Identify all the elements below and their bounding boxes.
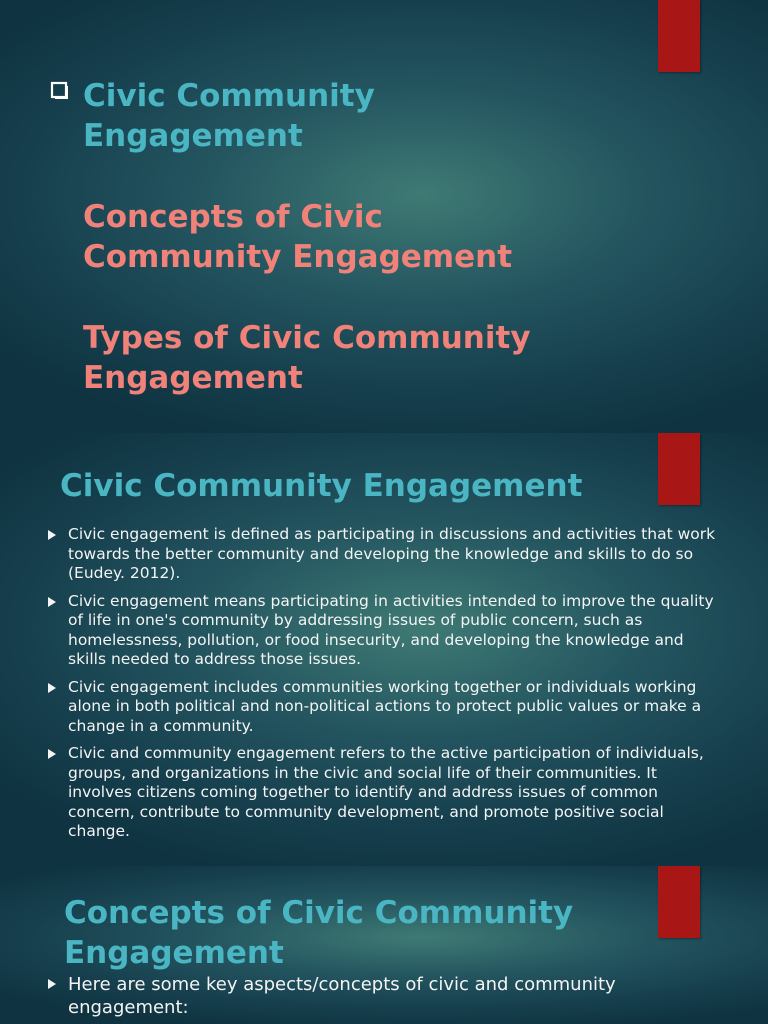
list-item — [46, 744, 718, 842]
triangle-bullet-icon — [48, 597, 56, 607]
bullet-text: Civic engagement is defined as participating in discussions and activities that work towards the better community and developing the knowledge and skills to do so (Eudey. 2012). — [68, 525, 716, 582]
bullet-text: Civic and community engagement refers to the active participation of individuals, groups, and organizations in the civic and social life of their communities. It involves citizens coming together to identify and address issues of common concern, contribute to community development, and promote positive social change. — [68, 744, 704, 840]
triangle-bullet-icon — [48, 979, 56, 989]
triangle-bullet-icon — [48, 683, 56, 693]
slide-concepts — [0, 866, 768, 1024]
list-item — [46, 592, 718, 670]
cover-heading-line-2: Engagement — [83, 118, 303, 154]
cover-concepts-line-1: Concepts of Civic — [83, 199, 383, 235]
slide-title: Civic Community Engagement — [60, 468, 583, 504]
list-item — [46, 678, 718, 737]
accent-bar — [658, 0, 700, 72]
triangle-bullet-icon — [48, 530, 56, 540]
cover-concepts-line-2: Community Engagement — [83, 239, 513, 275]
slide-cover — [0, 0, 768, 433]
cover-types-line-1: Types of Civic Community — [83, 320, 531, 356]
bullet-list — [46, 973, 718, 1024]
bullet-text: Civic engagement means participating in activities intended to improve the quality of life in one's community by addressing issues of public concern, such as homelessness, pollution, or food insecurity, and developing the knowledge and skills needed to address those issues. — [68, 591, 714, 668]
list-item — [46, 525, 718, 584]
bullet-text: Civic engagement includes communities working together or individuals working alone in both political and non-political actions to protect public values or make a change in a community. — [68, 677, 702, 735]
cover-types-line-2: Engagement — [83, 360, 303, 396]
accent-bar — [658, 866, 700, 938]
bullet-text: Here are some key aspects/concepts of civic and community engagement: — [68, 974, 616, 1018]
slide-civic-engagement — [0, 433, 768, 866]
bullet-list — [46, 525, 718, 850]
cover-heading-line-1: Civic Community — [83, 78, 375, 114]
checkbox-bullet-icon — [49, 80, 69, 100]
list-item — [46, 973, 718, 1019]
accent-bar — [658, 433, 700, 505]
slide-title-line-1: Concepts of Civic Community — [64, 895, 574, 931]
slide-title-line-2: Engagement — [64, 935, 284, 971]
triangle-bullet-icon — [48, 749, 56, 759]
